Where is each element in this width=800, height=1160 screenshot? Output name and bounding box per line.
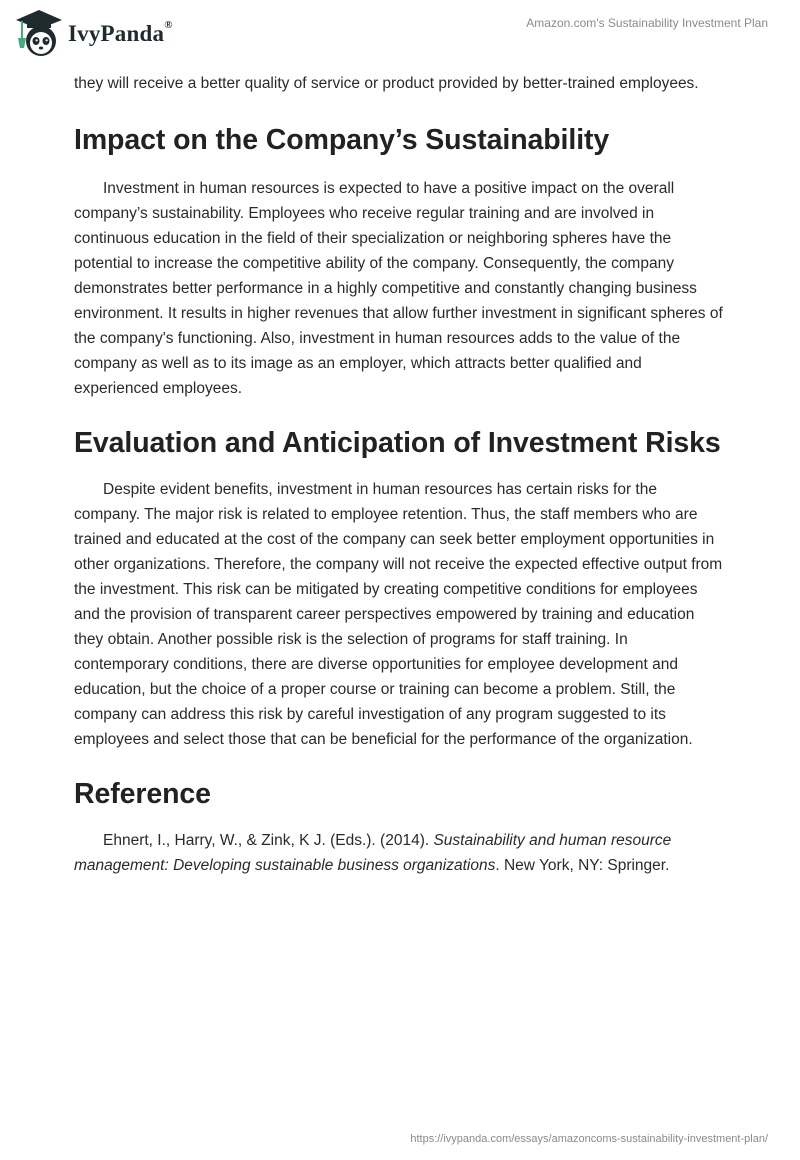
reference-heading: Reference [74,778,211,810]
page-header [0,0,800,70]
source-url[interactable]: https://ivypanda.com/essays/amazoncoms-sustainability-investment-plan/ [410,1133,768,1145]
section-heading-risks: Evaluation and Anticipation of Investment Risks [74,427,721,459]
brand-name: IvyPanda® [68,19,173,46]
registered-mark: ® [164,19,173,31]
reference-title: Sustainability and human resource management: Developing sustainable business organizations [74,832,672,874]
section-paragraph-risks: Despite evident benefits, investment in human resources has certain risks for the company. The major risk is related to employee retention. Thus, the staff members who are trained and educated at the cost of the company can seek better employment opportunities in other organizations. Therefore, the company will not receive the expected effective output from the investment. This risk can be mitigated by creating competitive conditions for employees and the provision of transparent career perspectives empowered by training and education they obtain. Another possible risk is the selection of programs for staff training. In contemporary conditions, there are diverse opportunities for employee development and education, but the choice of a proper course or training can become a problem. Still, the company can address this risk by careful investigation of any program suggested to its employees and select those that can be beneficial for the performance of the organization. [74,481,723,748]
ivypanda-logo[interactable] [14,8,173,60]
panda-graduate-icon [14,8,64,60]
section-heading-impact: Impact on the Company’s Sustainability [74,124,610,156]
reference-publisher: . New York, NY: Springer. [495,857,670,874]
document-body [74,71,726,878]
reference-authors: Ehnert, I., Harry, W., & Zink, K J. (Eds.). (2014). [103,832,434,849]
section-paragraph-impact: Investment in human resources is expected to have a positive impact on the overall company’s sustainability. Employees who receive regular training and are involved in continuous education in the field of their specialization or neighboring spheres have the potential to increase the competitive ability of the company. Consequently, the company demonstrates better performance in a highly competitive and constantly changing business environment. It results in higher revenues that allow further investment in significant spheres of the company's functioning. Also, investment in human resources adds to the value of the company as well as to its image as an employer, which attracts better qualified and experienced employees. [74,180,723,397]
intro-paragraph: they will receive a better quality of service or product provided by better-trained employees. [74,75,699,92]
document-title: Amazon.com's Sustainability Investment Plan [526,16,768,30]
reference-entry [74,828,726,878]
